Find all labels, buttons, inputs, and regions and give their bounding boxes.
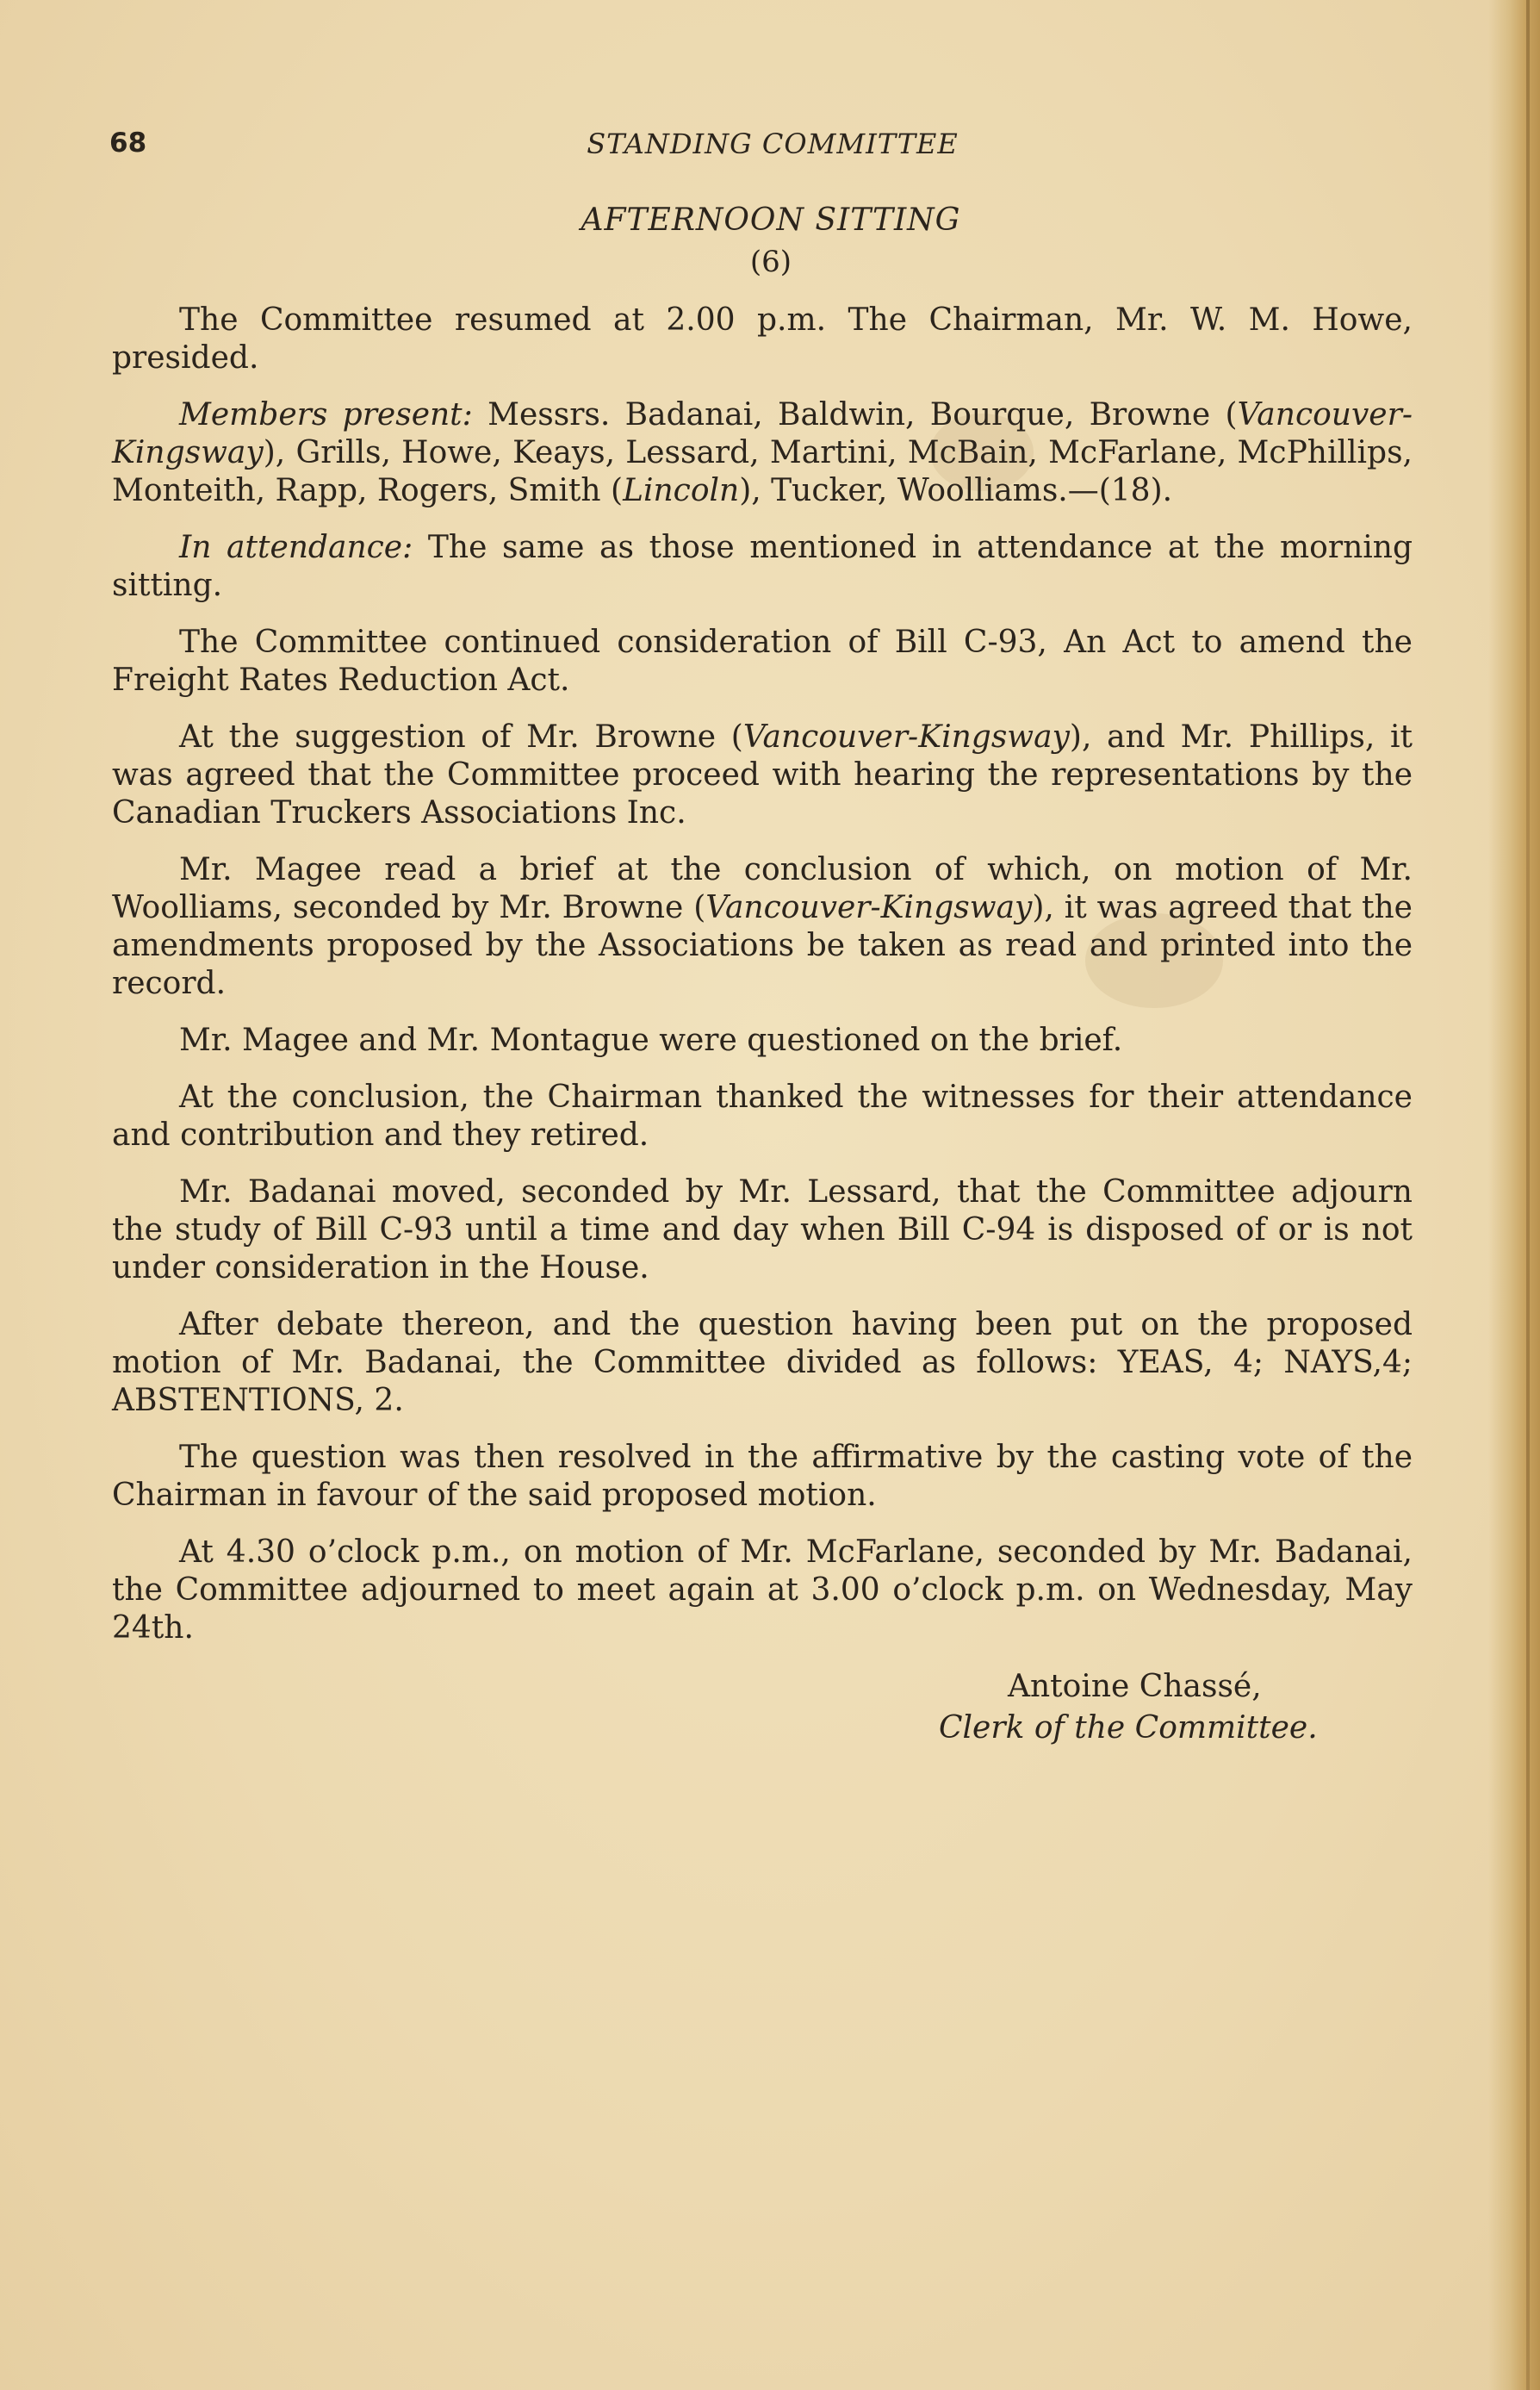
sitting-title: AFTERNOON SITTING xyxy=(581,202,961,238)
paragraph: The Committee continued consideration of Bill C-93, An Act to amend the Freight Rates Reduction Act. xyxy=(112,625,1413,698)
paragraph: At the conclusion, the Chairman thanked the witnesses for their attendance and contribution and they retired. xyxy=(112,1080,1413,1153)
paragraph: Mr. Badanai moved, seconded by Mr. Lessard, that the Committee adjourn the study of Bill C-93 until a time and day when Bill C-94 is disposed of or is not under consideration in the House. xyxy=(112,1174,1413,1285)
paragraph: The Committee resumed at 2.00 p.m. The Chairman, Mr. W. M. Howe, presided. xyxy=(112,302,1413,376)
page-edge-line xyxy=(1526,0,1530,2390)
signature-block xyxy=(112,1666,1413,1749)
in-attendance-label: In attendance: xyxy=(179,530,413,565)
members-present-label: Members present: xyxy=(179,397,473,433)
page-number: 68 xyxy=(109,128,147,159)
paragraph: Mr. Magee read a brief at the conclusion of which, on motion of Mr. Woolliams, seconded by Mr. Browne (Vancouver-Kingsway), it was agreed that the amendments proposed by the Associations be taken as read and printed into the record. xyxy=(112,852,1413,1001)
clerk-role: Clerk of the Committee. xyxy=(939,1710,1318,1746)
paragraph-in-attendance: In attendance: The same as those mentioned in attendance at the morning sitting. xyxy=(112,530,1413,603)
sitting-number: (6) xyxy=(749,245,792,279)
paragraph: At 4.30 o’clock p.m., on motion of Mr. McFarlane, seconded by Mr. Badanai, the Committee adjourned to meet again at 3.00 o’clock p.m. on Wednesday, May 24th. xyxy=(112,1534,1413,1646)
paragraph-members-present: Members present: Messrs. Badanai, Baldwin, Bourque, Browne (Vancouver-Kingsway), Grills, Howe, Keays, Lessard, Martini, McBain, McFarlane, McPhillips, Monteith, Rapp, Rogers, Smith (Lincoln), Tucker, Woolliams.—(18). xyxy=(112,397,1413,508)
paragraph: Mr. Magee and Mr. Montague were questioned on the brief. xyxy=(179,1023,1123,1058)
paragraph: After debate thereon, and the question having been put on the proposed motion of Mr. Badanai, the Committee divided as follows: YEAS, 4; NAYS,4; ABSTENTIONS, 2. xyxy=(112,1307,1413,1418)
document-body xyxy=(112,200,1413,1749)
clerk-name: Antoine Chassé, xyxy=(1008,1669,1262,1704)
paragraph: The question was then resolved in the affirmative by the casting vote of the Chairman in favour of the said proposed motion. xyxy=(112,1440,1413,1513)
running-head: STANDING COMMITTEE xyxy=(587,128,959,160)
paragraph: At the suggestion of Mr. Browne (Vancouver-Kingsway), and Mr. Phillips, it was agreed that the Committee proceed with hearing the representations by the Canadian Truckers Associations Inc. xyxy=(112,719,1413,831)
page-header xyxy=(109,128,1419,169)
page-edge xyxy=(1488,0,1540,2390)
